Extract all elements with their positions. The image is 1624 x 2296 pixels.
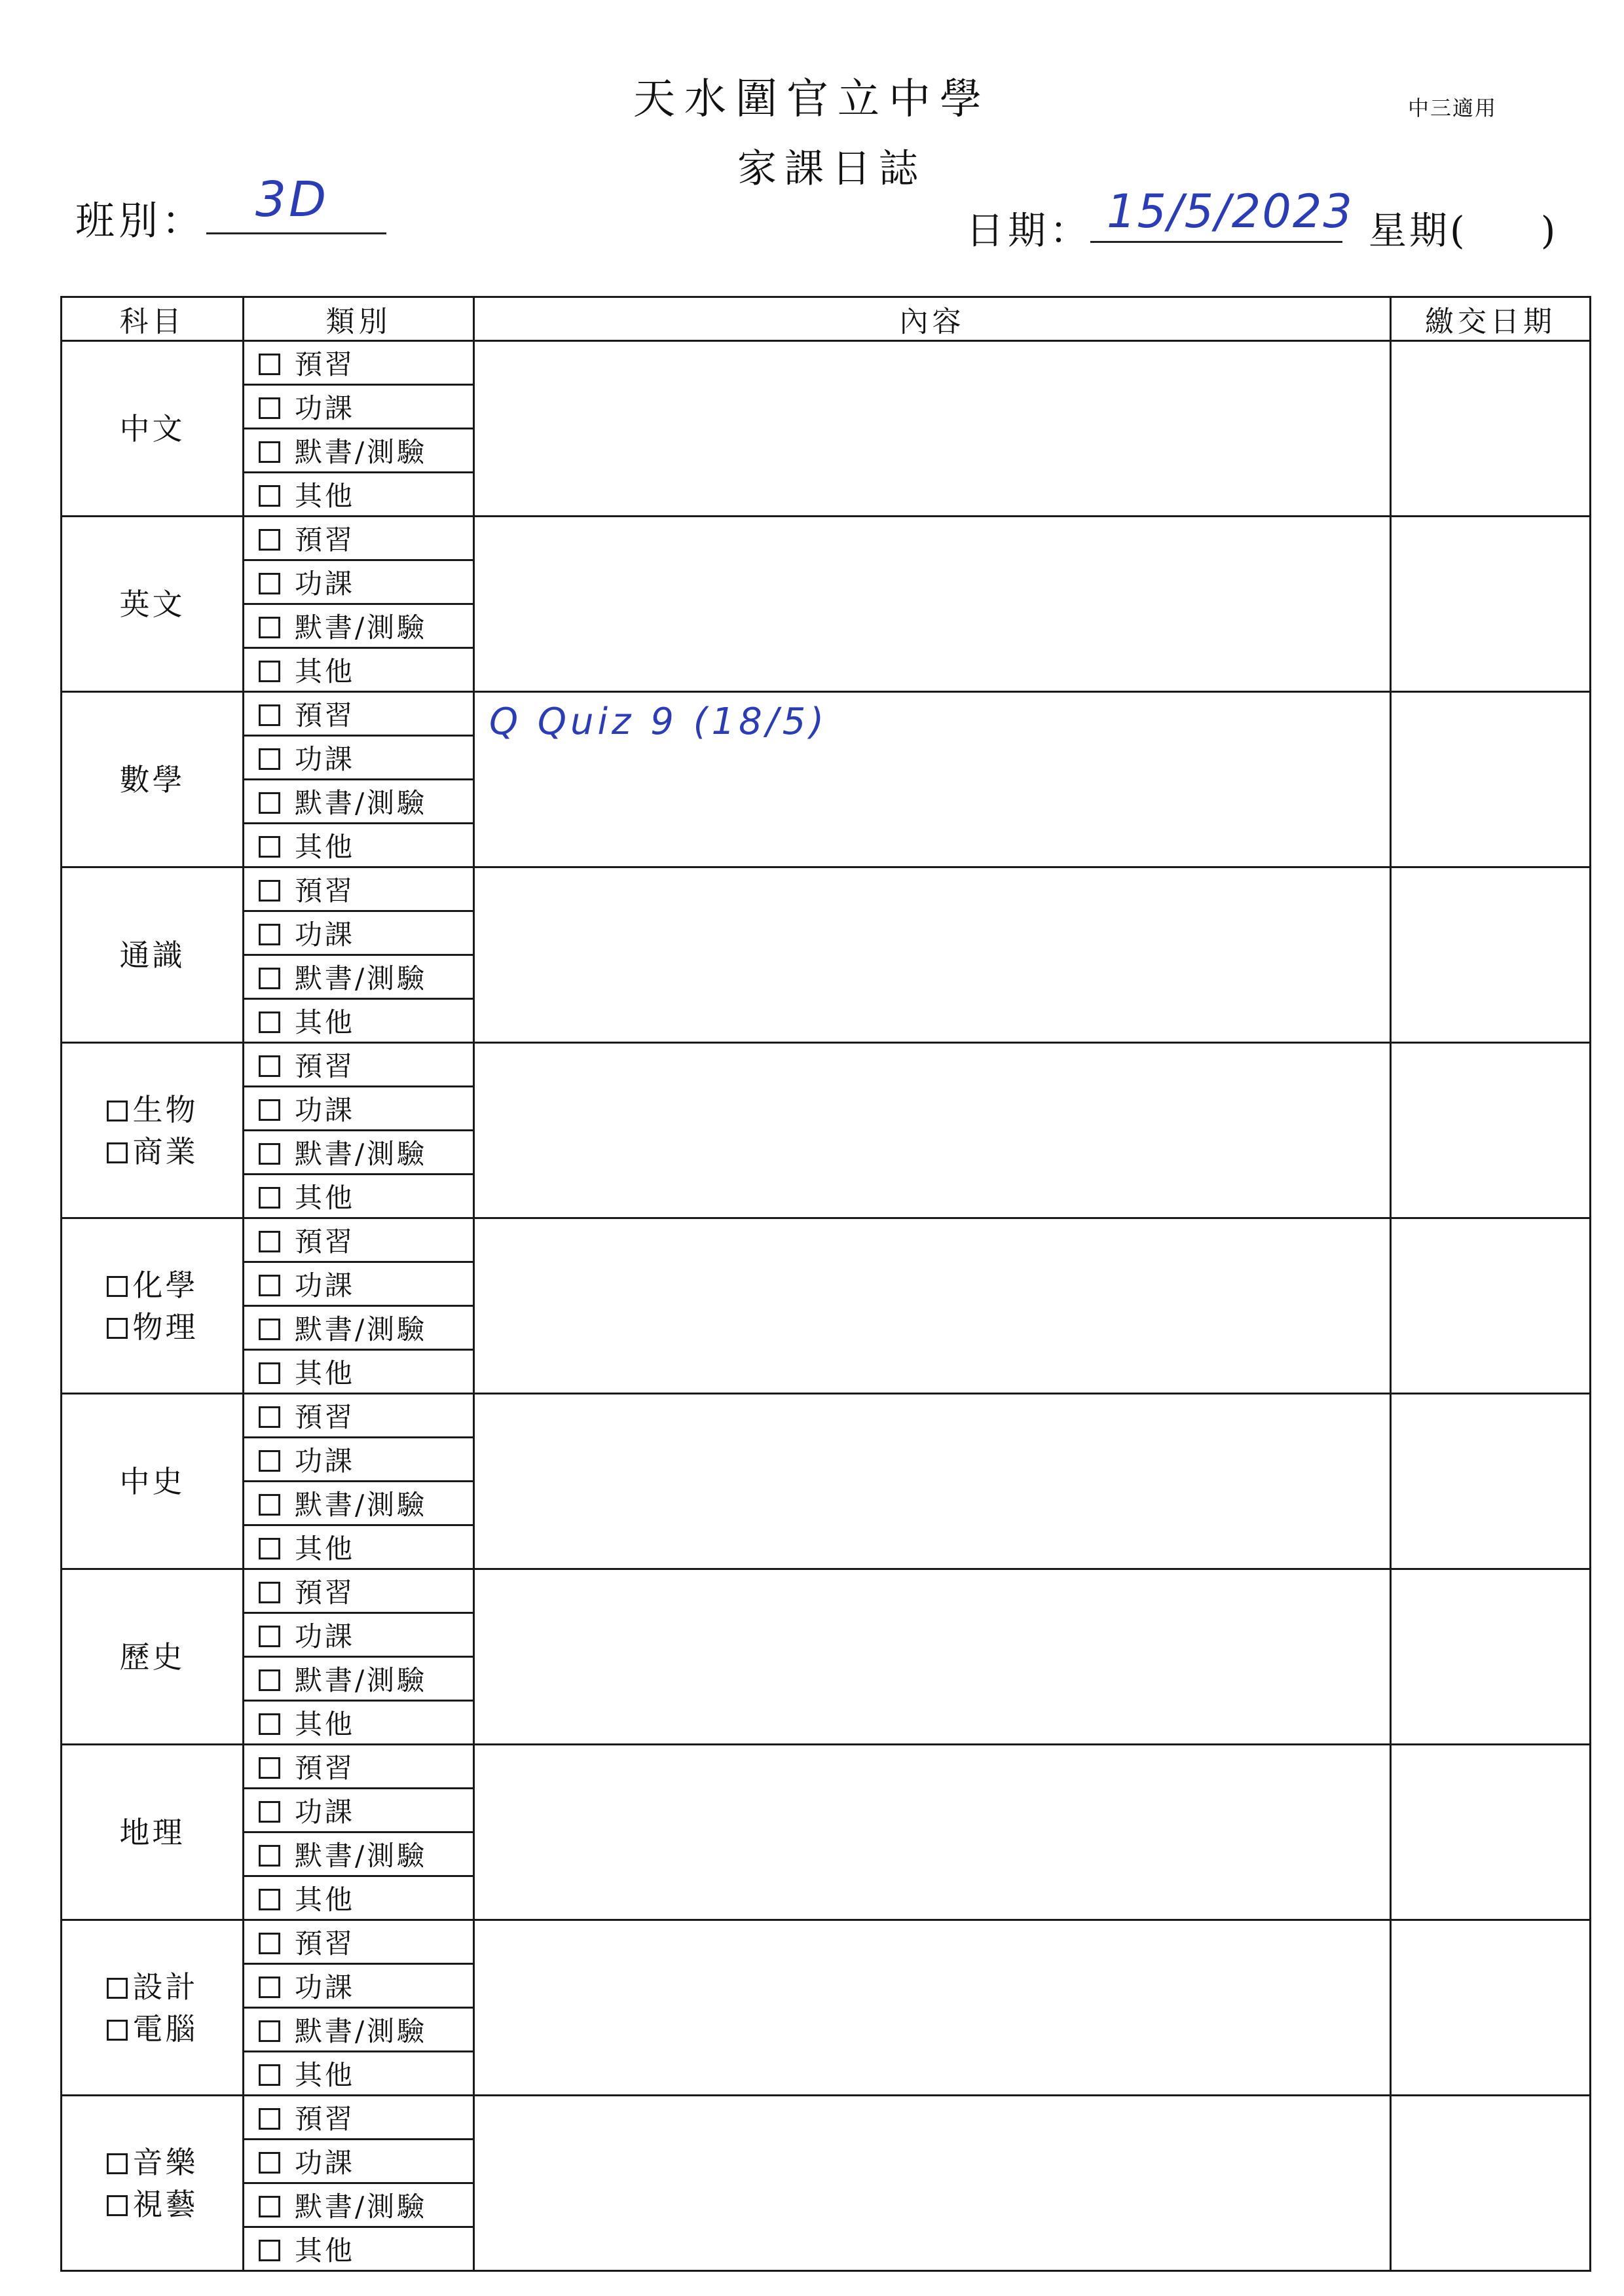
category-checkbox[interactable]: [259, 748, 280, 770]
category-option[interactable]: [244, 517, 474, 560]
category-option[interactable]: [244, 1131, 474, 1175]
content-cell[interactable]: [474, 692, 1391, 867]
due-date-entry: [1392, 342, 1589, 350]
category-checkbox[interactable]: [259, 2020, 280, 2042]
content-cell[interactable]: [474, 341, 1391, 517]
category-checkbox[interactable]: [259, 1362, 280, 1384]
category-option[interactable]: [244, 1087, 474, 1131]
due-date-cell[interactable]: [1391, 1394, 1591, 1569]
category-label: 默書/測驗: [295, 1664, 428, 1696]
category-label: 其他: [295, 1182, 356, 1214]
category-label: 默書/測驗: [295, 436, 428, 468]
category-option[interactable]: [244, 867, 474, 911]
category-option[interactable]: [244, 824, 474, 867]
subject-checkbox[interactable]: [107, 1276, 128, 1297]
subject-label: 物理: [132, 1309, 198, 1345]
subject-cell: [62, 1920, 244, 2096]
category-label: 默書/測驗: [295, 962, 428, 994]
category-label: 默書/測驗: [295, 2015, 428, 2047]
table-row: [62, 692, 1591, 736]
category-checkbox[interactable]: [259, 1319, 280, 1340]
category-checkbox[interactable]: [259, 1582, 280, 1603]
category-option[interactable]: [244, 604, 474, 648]
due-date-cell[interactable]: [1391, 1920, 1591, 2096]
category-checkbox[interactable]: [259, 968, 280, 989]
category-checkbox[interactable]: [259, 441, 280, 463]
due-date-cell[interactable]: [1391, 692, 1591, 867]
category-option[interactable]: [244, 1569, 474, 1613]
subject-cell: [62, 1218, 244, 1394]
subject-label: 化學: [132, 1267, 198, 1303]
category-option[interactable]: [244, 2183, 474, 2227]
category-checkbox[interactable]: [259, 1231, 280, 1252]
category-option[interactable]: [244, 692, 474, 736]
category-label: 其他: [295, 1884, 356, 1916]
content-cell[interactable]: [474, 867, 1391, 1043]
category-label: 功課: [295, 392, 356, 424]
category-label: 其他: [295, 1708, 356, 1740]
category-label: 預習: [295, 875, 356, 907]
due-date-cell[interactable]: [1391, 1043, 1591, 1218]
category-option[interactable]: [244, 911, 474, 955]
category-label: 功課: [295, 2147, 356, 2179]
subject-option[interactable]: [62, 2008, 242, 2050]
category-label: 功課: [295, 1445, 356, 1477]
content-cell[interactable]: [474, 1569, 1391, 1745]
content-entry: [475, 342, 1390, 350]
subject-option: [62, 408, 242, 450]
category-option[interactable]: [244, 1262, 474, 1306]
subject-label: 商業: [132, 1133, 198, 1169]
category-checkbox[interactable]: [259, 1757, 280, 1779]
category-option[interactable]: [244, 955, 474, 999]
content-cell[interactable]: [474, 517, 1391, 692]
subject-cell: [62, 1745, 244, 1920]
header-category: 類別: [244, 297, 474, 341]
category-option[interactable]: [244, 473, 474, 517]
table-row: [62, 1218, 1591, 1262]
category-label: 預習: [295, 2103, 356, 2135]
category-option[interactable]: [244, 1832, 474, 1876]
category-checkbox[interactable]: [259, 1845, 280, 1867]
category-label: 預習: [295, 1226, 356, 1258]
subject-option[interactable]: [62, 1264, 242, 1306]
content-entry: [475, 868, 1390, 876]
category-label: 其他: [295, 2234, 356, 2267]
category-label: 預習: [295, 1050, 356, 1082]
subject-label: 電腦: [132, 2011, 198, 2047]
subject-label: 歷史: [119, 1639, 185, 1675]
content-entry: [475, 1219, 1390, 1227]
category-label: 功課: [295, 1269, 356, 1302]
subject-checkbox[interactable]: [107, 1101, 128, 1121]
category-label: 其他: [295, 1533, 356, 1565]
subject-checkbox[interactable]: [107, 1142, 128, 1163]
subject-cell: [62, 692, 244, 867]
subject-cell: [62, 517, 244, 692]
category-option[interactable]: [244, 2140, 474, 2183]
category-checkbox[interactable]: [259, 1143, 280, 1165]
category-checkbox[interactable]: [259, 2108, 280, 2130]
category-option[interactable]: [244, 1218, 474, 1262]
category-checkbox[interactable]: [259, 1187, 280, 1209]
due-date-entry: [1392, 1219, 1589, 1227]
category-option[interactable]: [244, 1701, 474, 1745]
category-option[interactable]: [244, 648, 474, 692]
date-field[interactable]: 15/5/2023: [1107, 185, 1354, 238]
due-date-entry: [1392, 1044, 1589, 1051]
weekday-field[interactable]: 星期( ): [1369, 208, 1559, 253]
subject-option: [62, 934, 242, 976]
form-level-note: 中三適用: [1408, 96, 1498, 120]
category-option[interactable]: [244, 341, 474, 385]
subject-label: 地理: [119, 1814, 185, 1850]
category-checkbox[interactable]: [259, 397, 280, 419]
category-label: 功課: [295, 1796, 356, 1828]
content-entry: [475, 1921, 1390, 1929]
category-checkbox[interactable]: [259, 1406, 280, 1428]
subject-checkbox[interactable]: [107, 1318, 128, 1339]
due-date-entry: [1392, 2096, 1589, 2104]
subject-option: [62, 759, 242, 801]
due-date-entry: [1392, 868, 1589, 876]
category-label: 默書/測驗: [295, 1840, 428, 1872]
category-checkbox[interactable]: [259, 661, 280, 682]
category-label: 其他: [295, 655, 356, 687]
category-option[interactable]: [244, 1657, 474, 1701]
due-date-cell[interactable]: [1391, 341, 1591, 517]
table-row: [62, 1569, 1591, 1613]
category-option[interactable]: [244, 1306, 474, 1350]
category-checkbox[interactable]: [259, 1494, 280, 1516]
category-checkbox[interactable]: [259, 617, 280, 638]
category-option[interactable]: [244, 560, 474, 604]
category-checkbox[interactable]: [259, 485, 280, 507]
page-title: 家課日誌: [737, 146, 926, 192]
category-checkbox[interactable]: [259, 2064, 280, 2086]
subject-checkbox[interactable]: [107, 2153, 128, 2174]
subject-label: 音樂: [132, 2144, 198, 2180]
category-label: 功課: [295, 1971, 356, 2003]
table-row: [62, 867, 1591, 911]
category-option[interactable]: [244, 999, 474, 1043]
subject-option[interactable]: [62, 1966, 242, 2008]
class-field[interactable]: 3D: [255, 172, 329, 228]
table-row: [62, 1745, 1591, 1789]
category-checkbox[interactable]: [259, 924, 280, 945]
subject-checkbox[interactable]: [107, 2020, 128, 2041]
school-name: 天水圍官立中學: [633, 75, 991, 124]
subject-label: 英文: [119, 586, 185, 622]
category-option[interactable]: [244, 1350, 474, 1394]
category-option[interactable]: [244, 1876, 474, 1920]
category-checkbox[interactable]: [259, 836, 280, 858]
category-option[interactable]: [244, 780, 474, 824]
subject-label: 設計: [132, 1969, 198, 2005]
table-row: [62, 517, 1591, 560]
category-option[interactable]: [244, 1525, 474, 1569]
subject-label: 數學: [119, 761, 185, 797]
category-checkbox[interactable]: [259, 880, 280, 902]
category-label: 功課: [295, 1620, 356, 1652]
category-label: 默書/測驗: [295, 787, 428, 819]
category-checkbox[interactable]: [259, 529, 280, 551]
category-label: 預習: [295, 1927, 356, 1959]
content-cell[interactable]: [474, 1745, 1391, 1920]
category-checkbox[interactable]: [259, 1538, 280, 1559]
due-date-entry: [1392, 1921, 1589, 1929]
content-cell[interactable]: [474, 1920, 1391, 2096]
due-date-entry: [1392, 693, 1589, 701]
subject-cell: [62, 867, 244, 1043]
subject-label: 中文: [119, 410, 185, 446]
subject-checkbox[interactable]: [107, 1978, 128, 1999]
category-checkbox[interactable]: [259, 1933, 280, 1954]
table-row: [62, 1043, 1591, 1087]
category-option[interactable]: [244, 1438, 474, 1482]
category-option[interactable]: [244, 2052, 474, 2096]
category-checkbox[interactable]: [259, 1889, 280, 1910]
subject-cell: [62, 341, 244, 517]
content-cell[interactable]: [474, 1043, 1391, 1218]
content-entry: [475, 1044, 1390, 1051]
category-checkbox[interactable]: [259, 573, 280, 594]
category-option[interactable]: [244, 385, 474, 429]
category-label: 功課: [295, 568, 356, 600]
category-option[interactable]: [244, 1789, 474, 1832]
category-label: 其他: [295, 1006, 356, 1038]
subject-checkbox[interactable]: [107, 2195, 128, 2216]
category-checkbox[interactable]: [259, 1801, 280, 1823]
category-label: 其他: [295, 2059, 356, 2091]
due-date-cell[interactable]: [1391, 517, 1591, 692]
category-label: 預習: [295, 1752, 356, 1784]
category-option[interactable]: [244, 736, 474, 780]
category-option[interactable]: [244, 1175, 474, 1218]
table-row: [62, 341, 1591, 385]
subject-option: [62, 583, 242, 625]
subject-cell: [62, 1394, 244, 1569]
due-date-cell[interactable]: [1391, 1745, 1591, 1920]
category-option[interactable]: [244, 1964, 474, 2008]
category-option[interactable]: [244, 1745, 474, 1789]
subject-option[interactable]: [62, 1131, 242, 1173]
subject-option[interactable]: [62, 1306, 242, 1348]
subject-option: [62, 1636, 242, 1678]
subject-cell: [62, 1043, 244, 1218]
class-underline: [206, 232, 386, 234]
subject-option[interactable]: [62, 1089, 242, 1131]
category-checkbox[interactable]: [259, 792, 280, 814]
category-label: 默書/測驗: [295, 1313, 428, 1345]
category-label: 預習: [295, 348, 356, 380]
category-checkbox[interactable]: [259, 1713, 280, 1735]
category-option[interactable]: [244, 1482, 474, 1525]
content-entry: [475, 1394, 1390, 1402]
category-checkbox[interactable]: [259, 1450, 280, 1472]
category-label: 功課: [295, 743, 356, 775]
category-label: 預習: [295, 699, 356, 731]
category-checkbox[interactable]: [259, 1626, 280, 1647]
category-option[interactable]: [244, 1043, 474, 1087]
due-date-entry: [1392, 1745, 1589, 1753]
category-option[interactable]: [244, 2096, 474, 2140]
table-header-row: [62, 297, 1591, 341]
category-checkbox[interactable]: [259, 2240, 280, 2261]
category-label: 默書/測驗: [295, 1489, 428, 1521]
due-date-entry: [1392, 1394, 1589, 1402]
due-date-cell[interactable]: [1391, 867, 1591, 1043]
category-label: 其他: [295, 1357, 356, 1389]
category-option[interactable]: [244, 1920, 474, 1964]
category-checkbox[interactable]: [259, 1669, 280, 1691]
table-row: [62, 2096, 1591, 2140]
category-option[interactable]: [244, 2008, 474, 2052]
content-cell[interactable]: [474, 2096, 1391, 2271]
category-checkbox[interactable]: [259, 354, 280, 375]
header-content: 內容: [474, 297, 1391, 341]
due-date-entry: [1392, 1570, 1589, 1578]
category-checkbox[interactable]: [259, 704, 280, 726]
subject-option[interactable]: [62, 2141, 242, 2183]
subject-label: 中史: [119, 1463, 185, 1499]
due-date-cell[interactable]: [1391, 2096, 1591, 2271]
content-cell[interactable]: [474, 1394, 1391, 1569]
category-label: 默書/測驗: [295, 1138, 428, 1170]
content-entry: [475, 1570, 1390, 1578]
subject-cell: [62, 1569, 244, 1745]
subject-label: 視藝: [132, 2186, 198, 2222]
content-entry: Q Quiz 9 (18/5): [489, 701, 828, 743]
content-entry: [475, 2096, 1390, 2104]
date-underline: [1090, 241, 1342, 243]
content-entry: [475, 517, 1390, 525]
subject-cell: [62, 2096, 244, 2271]
table-row: [62, 1394, 1591, 1438]
table-body: [62, 341, 1591, 2271]
category-option[interactable]: [244, 1394, 474, 1438]
category-checkbox[interactable]: [259, 1977, 280, 1998]
category-label: 預習: [295, 1576, 356, 1609]
category-checkbox[interactable]: [259, 1275, 280, 1296]
subject-option[interactable]: [62, 2183, 242, 2225]
class-label: 班別：: [75, 198, 205, 244]
date-label: 日期：: [966, 208, 1092, 253]
content-cell[interactable]: [474, 1218, 1391, 1394]
subject-option: [62, 1461, 242, 1503]
category-label: 其他: [295, 831, 356, 863]
subject-label: 通識: [119, 937, 185, 973]
due-date-cell[interactable]: [1391, 1569, 1591, 1745]
category-label: 功課: [295, 919, 356, 951]
category-option[interactable]: [244, 429, 474, 473]
category-checkbox[interactable]: [259, 1099, 280, 1121]
header-subject: 科目: [62, 297, 244, 341]
category-label: 預習: [295, 524, 356, 556]
table-row: [62, 1920, 1591, 1964]
category-checkbox[interactable]: [259, 1011, 280, 1033]
due-date-cell[interactable]: [1391, 1218, 1591, 1394]
subject-label: 生物: [132, 1091, 198, 1127]
category-checkbox[interactable]: [259, 2152, 280, 2174]
content-entry: [475, 1745, 1390, 1753]
due-date-entry: [1392, 517, 1589, 525]
category-label: 預習: [295, 1401, 356, 1433]
category-label: 功課: [295, 1094, 356, 1126]
category-checkbox[interactable]: [259, 2196, 280, 2217]
category-checkbox[interactable]: [259, 1055, 280, 1077]
category-label: 默書/測驗: [295, 611, 428, 644]
category-option[interactable]: [244, 2227, 474, 2271]
category-option[interactable]: [244, 1613, 474, 1657]
category-label: 其他: [295, 480, 356, 512]
subject-option: [62, 1812, 242, 1853]
category-label: 默書/測驗: [295, 2191, 428, 2223]
header-due-date: 繳交日期: [1391, 297, 1591, 341]
homework-table: [60, 296, 1591, 2272]
